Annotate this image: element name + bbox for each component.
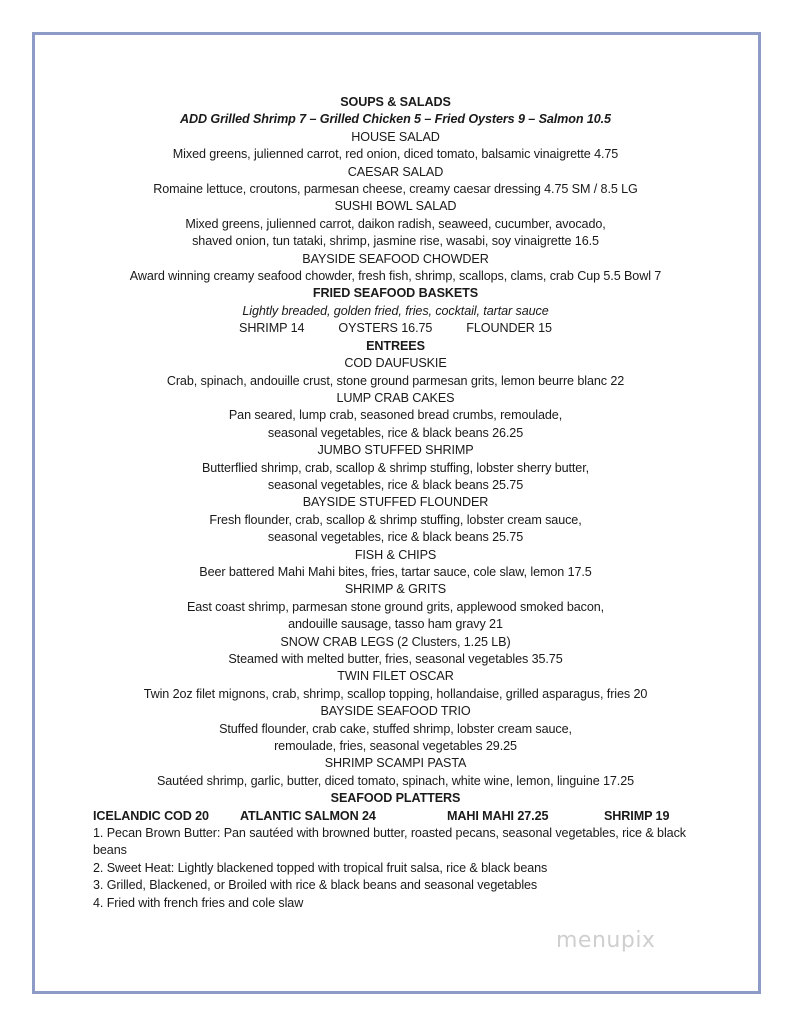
item-description: Crab, spinach, andouille crust, stone ground parmesan grits, lemon beurre blanc 22 bbox=[166, 373, 625, 388]
menu-item-stuffed-flounder bbox=[0, 494, 791, 546]
menu-document bbox=[0, 94, 791, 912]
item-description: Award winning creamy seafood chowder, fresh fish, shrimp, scallops, clams, crab Cup 5.5 Bowl 7 bbox=[129, 269, 662, 284]
baskets-options bbox=[0, 320, 791, 337]
item-description: Butterflied shrimp, crab, scallop & shrimp stuffing, lobster sherry butter, bbox=[201, 460, 590, 475]
section-heading: ENTREES bbox=[366, 338, 425, 353]
item-name: CAESAR SALAD bbox=[347, 164, 444, 179]
item-description: Twin 2oz filet mignons, crab, shrimp, scallop topping, hollandaise, grilled asparagus, fries 20 bbox=[143, 686, 648, 701]
menu-item-shrimp-grits bbox=[0, 581, 791, 633]
menu-item-sushi-bowl-salad bbox=[0, 198, 791, 250]
item-name: SNOW CRAB LEGS (2 Clusters, 1.25 LB) bbox=[280, 634, 511, 649]
item-name: HOUSE SALAD bbox=[351, 129, 440, 144]
platter-fish: ICELANDIC COD 20 bbox=[93, 808, 209, 823]
basket-option: SHRIMP 14 bbox=[239, 321, 305, 336]
item-description: Beer battered Mahi Mahi bites, fries, tartar sauce, cole slaw, lemon 17.5 bbox=[199, 564, 592, 579]
platter-fish: MAHI MAHI 27.25 bbox=[447, 808, 549, 823]
platter-fish-row bbox=[0, 808, 791, 825]
platter-fish: SHRIMP 19 bbox=[604, 808, 670, 823]
platter-fish: ATLANTIC SALMON 24 bbox=[240, 808, 376, 823]
section-soups-salads bbox=[0, 94, 791, 285]
item-description: Sautéed shrimp, garlic, butter, diced tomato, spinach, white wine, lemon, linguine 17.25 bbox=[156, 773, 635, 788]
menu-item-cod-daufuskie bbox=[0, 355, 791, 390]
item-description: Mixed greens, julienned carrot, daikon radish, seaweed, cucumber, avocado, bbox=[185, 216, 606, 231]
item-name: LUMP CRAB CAKES bbox=[336, 390, 455, 405]
item-description: Fresh flounder, crab, scallop & shrimp stuffing, lobster cream sauce, bbox=[209, 512, 582, 527]
item-description: Stuffed flounder, crab cake, stuffed shrimp, lobster cream sauce, bbox=[219, 721, 572, 736]
item-description: shaved onion, tun tataki, shrimp, jasmine rise, wasabi, soy vinaigrette 16.5 bbox=[192, 234, 599, 249]
menu-item-lump-crab-cakes bbox=[0, 390, 791, 442]
menu-item-seafood-trio bbox=[0, 703, 791, 755]
section-heading: SEAFOOD PLATTERS bbox=[330, 791, 461, 806]
menu-item-fish-chips bbox=[0, 547, 791, 582]
item-description: Steamed with melted butter, fries, seasonal vegetables 35.75 bbox=[228, 652, 563, 666]
section-entrees bbox=[0, 338, 791, 791]
add-ons-line: ADD Grilled Shrimp 7 – Grilled Chicken 5 – Fried Oysters 9 – Salmon 10.5 bbox=[180, 112, 611, 127]
section-heading: FRIED SEAFOOD BASKETS bbox=[312, 286, 479, 301]
item-name: BAYSIDE SEAFOOD CHOWDER bbox=[302, 251, 489, 266]
menu-item-seafood-chowder bbox=[0, 251, 791, 286]
baskets-description: Lightly breaded, golden fried, fries, cocktail, tartar sauce bbox=[242, 303, 549, 318]
item-name: TWIN FILET OSCAR bbox=[337, 669, 454, 684]
item-name: SHRIMP SCAMPI PASTA bbox=[324, 756, 467, 771]
item-name: JUMBO STUFFED SHRIMP bbox=[317, 443, 474, 458]
item-name: SUSHI BOWL SALAD bbox=[334, 199, 457, 214]
item-description: seasonal vegetables, rice & black beans 25.75 bbox=[267, 530, 524, 545]
preparation-option: 3. Grilled, Blackened, or Broiled with rice & black beans and seasonal vegetables bbox=[93, 878, 538, 893]
menu-item-house-salad bbox=[0, 129, 791, 164]
section-seafood-platters bbox=[0, 790, 791, 912]
item-description: remoulade, fries, seasonal vegetables 29.25 bbox=[274, 739, 517, 754]
item-name: BAYSIDE STUFFED FLOUNDER bbox=[302, 495, 489, 510]
menu-item-caesar-salad bbox=[0, 164, 791, 199]
basket-option: OYSTERS 16.75 bbox=[338, 321, 433, 336]
platter-preparations bbox=[0, 825, 791, 912]
section-heading: SOUPS & SALADS bbox=[340, 95, 451, 109]
item-description: Romaine lettuce, croutons, parmesan cheese, creamy caesar dressing 4.75 SM / 8.5 LG bbox=[153, 182, 638, 197]
menu-item-snow-crab-legs bbox=[0, 634, 791, 669]
item-name: SHRIMP & GRITS bbox=[344, 582, 447, 597]
item-description: seasonal vegetables, rice & black beans 25.75 bbox=[267, 477, 524, 492]
item-description: Pan seared, lump crab, seasoned bread crumbs, remoulade, bbox=[228, 408, 563, 423]
menu-item-shrimp-scampi-pasta bbox=[0, 755, 791, 790]
item-name: FISH & CHIPS bbox=[354, 547, 437, 562]
preparation-option: 4. Fried with french fries and cole slaw bbox=[93, 895, 304, 910]
section-fried-baskets bbox=[0, 285, 791, 337]
item-description: Mixed greens, julienned carrot, red onion, diced tomato, balsamic vinaigrette 4.75 bbox=[172, 147, 619, 162]
preparation-option: 1. Pecan Brown Butter: Pan sautéed with browned butter, roasted pecans, seasonal vegetables, rice & black beans bbox=[93, 826, 686, 858]
item-name: BAYSIDE SEAFOOD TRIO bbox=[320, 704, 471, 719]
item-description: andouille sausage, tasso ham gravy 21 bbox=[288, 617, 503, 632]
preparation-option: 2. Sweet Heat: Lightly blackened topped with tropical fruit salsa, rice & black beans bbox=[93, 860, 548, 875]
basket-option: FLOUNDER 15 bbox=[466, 321, 552, 336]
watermark-logo: menupix bbox=[556, 928, 656, 953]
menu-item-twin-filet-oscar bbox=[0, 668, 791, 703]
item-description: East coast shrimp, parmesan stone ground grits, applewood smoked bacon, bbox=[186, 599, 605, 614]
item-description: seasonal vegetables, rice & black beans 26.25 bbox=[267, 425, 524, 440]
menu-item-jumbo-stuffed-shrimp bbox=[0, 442, 791, 494]
item-name: COD DAUFUSKIE bbox=[344, 356, 447, 371]
